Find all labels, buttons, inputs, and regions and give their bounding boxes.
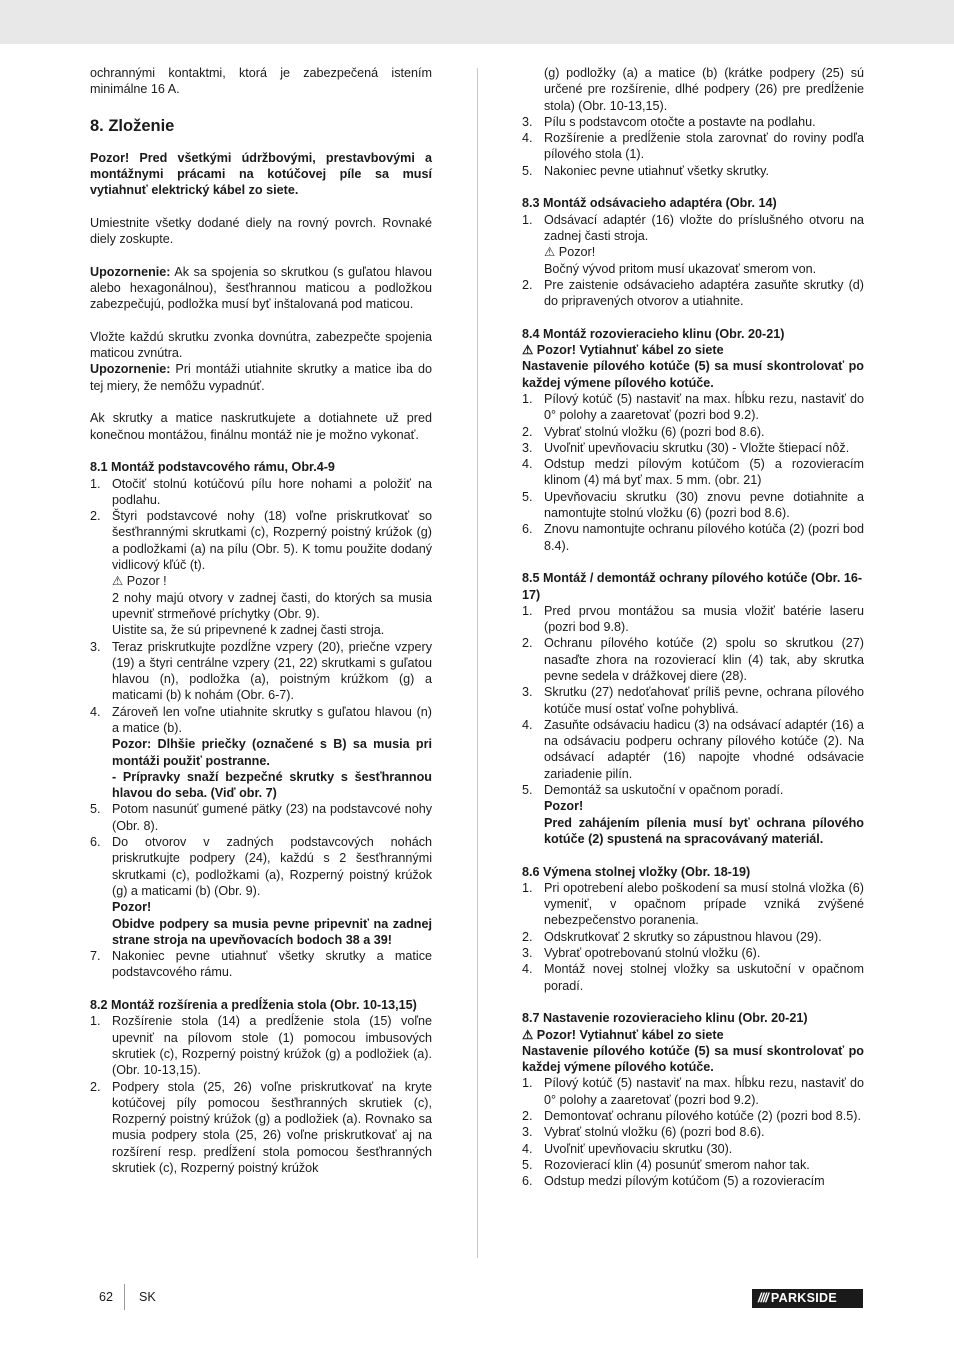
list-item-number: 6. — [522, 1174, 533, 1189]
right-column — [522, 65, 864, 1189]
list-item-text — [544, 782, 864, 847]
list-item-text — [544, 1108, 864, 1124]
list-item-text — [112, 948, 432, 981]
paragraph-1: Umiestnite všetky dodané diely na rovný povrch. Rovnaké diely zoskupte. — [90, 215, 432, 247]
list-item — [522, 1075, 864, 1108]
language-code: SK — [139, 1290, 156, 1304]
list-item-text — [544, 114, 864, 130]
list-item — [90, 801, 432, 834]
list-item-text — [544, 961, 864, 994]
list-8-7 — [522, 1075, 864, 1189]
list-item-line: Skrutku (27) nedoťahovať príliš pevne, ochrana pílového kotúče musí ostať voľne pohyblivá. — [544, 685, 864, 716]
list-item — [522, 163, 864, 179]
list-item-number: 1. — [90, 476, 101, 491]
list-item — [90, 476, 432, 509]
list-item-text — [544, 130, 864, 163]
list-item — [522, 1108, 864, 1124]
list-item-number: 2. — [522, 929, 533, 944]
list-item-text — [544, 489, 864, 522]
note-2 — [90, 361, 432, 394]
list-item-number: 2. — [522, 277, 533, 292]
list-item-number: 1. — [90, 1014, 101, 1029]
list-item-number: 5. — [522, 783, 533, 798]
list-item — [522, 456, 864, 489]
list-item-text — [544, 929, 864, 945]
list-item-text — [112, 834, 432, 948]
list-item — [522, 929, 864, 945]
list-item-text — [544, 212, 864, 277]
list-item-text — [112, 801, 432, 834]
list-item-text — [544, 1173, 864, 1189]
subsection-title-8-7: 8.7 Nastavenie rozovieracieho klinu (Obr. 20-21) — [522, 1011, 808, 1026]
list-item-line: Rozovierací klin (4) posunúť smerom nahor tak. — [544, 1157, 810, 1172]
list-item-line: Bočný vývod pritom musí ukazovať smerom von. — [544, 261, 817, 276]
parkside-logo — [752, 1289, 863, 1308]
list-item-line: Obidve podpery sa musia pevne pripevniť na zadnej strane stroja na upevňovacích bodoch 38 a 39! — [112, 916, 432, 947]
list-item-line: Rozšírenie stola (14) a predĺženie stola (15) voľne upevniť na pílovom stole (1) pomocou imbusových skrutiek (c), Rozperný poistný krúžok (g) a podložiek (a). (Obr. 10-13,15). — [112, 1014, 432, 1078]
list-item-line: Vybrať stolnú vložku (6) (pozri bod 8.6). — [544, 424, 765, 439]
list-item-number: 4. — [90, 704, 101, 719]
list-item-line: Do otvorov v zadných podstavcových nohách priskrutkujte podpery (24), každú s 2 šesťhrannými skrutkami (c), podložkami (a), Rozperný poistný krúžok (g) a maticami (b) (Obr. 9). — [112, 835, 432, 898]
list-item-number: 3. — [522, 946, 533, 961]
list-item-line: - Prípravky snaží bezpečné skrutky s šesťhrannou hlavou do seba. (Viď obr. 7) — [112, 769, 432, 801]
note-1-label: Upozornenie: — [90, 264, 171, 279]
list-item — [522, 130, 864, 163]
paragraph-2: Vložte každú skrutku zvonka dovnútra, zabezpečte spojenia maticou zvnútra. — [90, 329, 432, 361]
list-item-line: Upevňovaciu skrutku (30) znovu pevne dotiahnite a namontujte stolnú vložku (6) (pozri bod 8.6). — [544, 489, 864, 521]
list-item-number: 1. — [522, 212, 533, 227]
list-item — [522, 489, 864, 522]
list-item — [90, 1079, 432, 1177]
list-item-number: 6. — [90, 835, 101, 850]
list-item-line: Odskrutkovať 2 skrutky so zápustnou hlavou (29). — [544, 929, 822, 944]
list-item-line: Podpery stola (25, 26) voľne priskrutkovať na kryte kotúčovej píly pomocou šesťhranných skrutiek (c), Rozperný poistný krúžok (g) a podložiek (a). Rovnako sa musia podpery stola (25, 26) voľne priskrutkovať aj na rozšírení resp. predĺžení stola pomocou šesťhranných skrutiek (c), Rozperný poistný krúžok — [112, 1079, 432, 1175]
list-item-text — [112, 704, 432, 802]
list-item-line: Pílový kotúč (5) nastaviť na max. hĺbku rezu, nastaviť do 0° polohy a zaaretovať (pozri bod 9.2). — [544, 391, 864, 423]
subsection-title-8-6: 8.6 Výmena stolnej vložky (Obr. 18-19) — [522, 864, 751, 879]
list-item-line: Pílu s podstavcom otočte a postavte na podlahu. — [544, 114, 816, 129]
list-item-number: 5. — [522, 163, 533, 178]
list-item-number: 2. — [90, 509, 101, 524]
list-item-text — [544, 1157, 864, 1173]
list-item-text — [112, 1013, 432, 1078]
list-item-line: Uvoľniť upevňovaciu skrutku (30) - Vložte štiepací nôž. — [544, 440, 850, 455]
list-8-1 — [90, 476, 432, 981]
list-item — [522, 782, 864, 847]
subsection-title-8-3: 8.3 Montáž odsávacieho adaptéra (Obr. 14) — [522, 196, 777, 211]
list-item-number: 3. — [90, 639, 101, 654]
list-item-line: Demontáž sa uskutoční v opačnom poradí. — [544, 783, 784, 798]
paragraph-3: Ak skrutky a matice naskrutkujete a dotiahnete už pred konečnou montážou, finálnu montáž nie je možno vykonať. — [90, 411, 432, 442]
list-item-number: 1. — [522, 880, 533, 895]
list-item-text — [544, 391, 864, 424]
list-8-4 — [522, 391, 864, 554]
list-8-3 — [522, 212, 864, 310]
list-item — [522, 440, 864, 456]
list-item-text — [544, 880, 864, 929]
list-item-number: 3. — [522, 1125, 533, 1140]
list-item-number: 4. — [522, 131, 533, 146]
list-item — [522, 684, 864, 717]
list-item-line: Teraz priskrutkujte pozdĺžne vzpery (20), priečne vzpery (19) a štyri centrálne vzpery (21, 22) skrutkami s guľatou hlavou (n), podložka (a), poistným krúžkom (g) a maticami (b) k nohám (Obr. 6-7). — [112, 639, 432, 703]
list-item-line: Zasuňte odsávaciu hadicu (3) na odsávací adaptér (16) a na odsávaciu podperu ochrany pílového kotúče (2). Na odsávací adaptér (16) napojte vhodné odsávacie zariadenie pilín. — [544, 717, 864, 781]
list-item-number: 7. — [90, 949, 101, 964]
note-1 — [90, 264, 432, 313]
list-item-line: Nakoniec pevne utiahnuť všetky skrutky a matice podstavcového rámu. — [112, 949, 432, 980]
safety-warning: Pozor! Pred všetkými údržbovými, prestavbovými a montážnymi prácami na kotúčovej píle sa musí vytiahnuť elektrický kábel zo siete. — [90, 150, 432, 198]
list-item-line: Pre zaistenie odsávacieho adaptéra zasuňte skrutky (d) do pripravených otvorov a utiahnite. — [544, 277, 864, 309]
list-item-number: 2. — [522, 424, 533, 439]
list-item-line: Uvoľniť upevňovaciu skrutku (30). — [544, 1141, 733, 1156]
list-item — [522, 603, 864, 636]
list-item-line: Pred zahájením pílenia musí byť ochrana pílového kotúče (2) spustená na spracovávaný materiál. — [544, 815, 864, 846]
list-item-line: Znovu namontujte ochranu pílového kotúča (2) (pozri bod 8.4). — [544, 522, 864, 553]
list-item-text — [544, 1075, 864, 1108]
section-heading: 8. Zloženie — [90, 116, 175, 135]
list-item-number: 2. — [90, 1079, 101, 1094]
column-divider — [477, 68, 478, 1258]
list-item-text — [544, 945, 864, 961]
list-item — [522, 424, 864, 440]
list-item-line: Pozor! — [112, 900, 152, 915]
list-item-number: 1. — [522, 391, 533, 406]
list-item-text — [544, 424, 864, 440]
list-item-text — [544, 684, 864, 717]
list-8-5 — [522, 603, 864, 847]
list-item-text — [112, 508, 432, 638]
bold-note-8-7: Nastavenie pílového kotúče (5) sa musí skontrolovať po každej výmene pílového kotúče. — [522, 1043, 864, 1075]
list-8-2-continued — [522, 65, 864, 179]
list-item-number: 2. — [522, 636, 533, 651]
list-item-number: 4. — [522, 1141, 533, 1156]
warning-8-7: ⚠ Pozor! Vytiahnuť kábel zo siete — [522, 1027, 724, 1042]
list-item-line: Uistite sa, že sú pripevnené k zadnej časti stroja. — [112, 623, 385, 638]
list-item — [522, 1157, 864, 1173]
logo-text: PARKSIDE — [770, 1291, 837, 1305]
intro-text: ochrannými kontaktmi, ktorá je zabezpečená istením minimálne 16 A. — [90, 66, 432, 97]
footer-separator — [124, 1284, 125, 1310]
list-item-number: 6. — [522, 522, 533, 537]
list-item — [90, 834, 432, 948]
page-number: 62 — [99, 1290, 114, 1304]
list-item-number: 5. — [522, 1157, 533, 1172]
list-item-line: (g) podložky (a) a matice (b) (krátke podpery (25) sú určené pre rozšírenie, dlhé podpery (26) pre predĺženie stola) (Obr. 10-13,15). — [544, 66, 864, 113]
list-item — [522, 521, 864, 554]
list-item-number: 5. — [522, 489, 533, 504]
left-column — [90, 65, 432, 1176]
list-item-line: Vybrať opotrebovanú stolnú vložku (6). — [544, 946, 761, 961]
list-item — [90, 508, 432, 638]
subsection-title-8-5: 8.5 Montáž / demontáž ochrany pílového kotúče (Obr. 16-17) — [522, 571, 863, 602]
list-item-line: Nakoniec pevne utiahnuť všetky skrutky. — [544, 163, 769, 178]
list-item-number: 3. — [522, 114, 533, 129]
list-item-text — [544, 717, 864, 782]
list-item-line: Odsávací adaptér (16) vložte do príslušného otvoru na zadnej časti stroja. — [544, 212, 864, 243]
list-item-number: 2. — [522, 1109, 533, 1123]
list-item — [522, 277, 864, 310]
list-item — [522, 880, 864, 929]
list-item-line: 2 nohy majú otvory v zadnej časti, do ktorých sa musia upevniť strmeňové príchytky (Obr. 9). — [112, 590, 432, 621]
list-item-line: Demontovať ochranu pílového kotúče (2) (pozri bod 8.5). — [544, 1109, 861, 1123]
list-item — [522, 114, 864, 130]
list-item — [90, 639, 432, 704]
list-item-line: Štyri podstavcové nohy (18) voľne priskrutkovať so šesťhrannými skrutkami (c), Rozperný poistný krúžok (g) a podložkami (a) na pílu (Obr. 5). K tomu použite dodaný vidlicový kľúč (t). — [112, 509, 432, 573]
list-item-line: Pozor: Dlhšie priečky (označené s B) sa musia pri montáži použiť postranne. — [112, 737, 432, 768]
list-item-line: Odstup medzi pílovým kotúčom (5) a rozovieracím — [544, 1174, 825, 1189]
list-item-line: Pílový kotúč (5) nastaviť na max. hĺbku rezu, nastaviť do 0° polohy a zaaretovať (pozri bod 9.2). — [544, 1076, 864, 1107]
list-item-text — [544, 521, 864, 554]
list-item-text — [544, 163, 864, 179]
note-2-text: Pri montáži utiahnite skrutky a matice iba do tej miery, že nemôžu vypadnúť. — [90, 362, 432, 393]
list-item — [522, 961, 864, 994]
list-item-line: Pri opotrebení alebo poškodení sa musí stolná vložka (6) vymeniť, v opačnom prípade vzniká zvýšené nebezpečenstvo poranenia. — [544, 880, 864, 928]
subsection-title-8-4: 8.4 Montáž rozovieracieho klinu (Obr. 20-21) — [522, 326, 785, 341]
list-item-number: 1. — [522, 1076, 533, 1091]
list-8-2 — [90, 1013, 432, 1176]
list-item-line: Pozor! — [544, 799, 584, 814]
list-item-text — [112, 476, 432, 509]
list-item-text — [544, 456, 864, 489]
list-item — [522, 1173, 864, 1189]
list-item — [522, 945, 864, 961]
list-item-text — [544, 440, 864, 456]
list-item-text — [544, 603, 864, 636]
list-item-number: 4. — [522, 962, 533, 977]
top-gray-band — [0, 0, 954, 44]
list-item-text — [544, 65, 864, 114]
list-item-line: Otočiť stolnú kotúčovú pílu hore nohami a položiť na podlahu. — [112, 476, 432, 507]
list-item-number: 4. — [522, 717, 533, 732]
list-item-number: 3. — [522, 685, 533, 700]
list-item — [522, 717, 864, 782]
list-item-line: Vybrať stolnú vložku (6) (pozri bod 8.6). — [544, 1125, 765, 1140]
warning-8-4: ⚠ Pozor! Vytiahnuť kábel zo siete — [522, 343, 724, 358]
list-item — [522, 65, 864, 114]
list-item — [522, 212, 864, 277]
note-2-label: Upozornenie: — [90, 362, 171, 377]
logo-stripes: //// — [758, 1291, 768, 1305]
list-item — [90, 704, 432, 802]
list-item — [90, 948, 432, 981]
list-item-text — [112, 1079, 432, 1177]
list-item-number: 1. — [522, 603, 533, 618]
subsection-title-8-1: 8.1 Montáž podstavcového rámu, Obr.4-9 — [90, 460, 335, 475]
list-item-number: 5. — [90, 802, 101, 817]
list-item-line: Odstup medzi pílovým kotúčom (5) a rozovieracím klinom (4) má byť max. 5 mm. (obr. 21) — [544, 457, 864, 488]
subsection-title-8-2: 8.2 Montáž rozšírenia a predĺženia stola (Obr. 10-13,15) — [90, 998, 417, 1013]
bold-note-8-4: Nastavenie pílového kotúče (5) sa musí skontrolovať po každej výmene pílového kotúče. — [522, 359, 864, 390]
list-item-text — [544, 635, 864, 684]
list-item — [522, 391, 864, 424]
list-item — [90, 1013, 432, 1078]
list-item-line: Montáž novej stolnej vložky sa uskutoční v opačnom poradí. — [544, 962, 864, 993]
list-item — [522, 1141, 864, 1157]
list-item-text — [544, 1141, 864, 1157]
list-item-line: Pred prvou montážou sa musia vložiť batérie laseru (pozri bod 9.8). — [544, 603, 864, 635]
list-item-line: Rozšírenie a predĺženie stola zarovnať do roviny podľa pílového stola (1). — [544, 131, 864, 162]
list-item-line: Potom nasunúť gumené pätky (23) na podstavcové nohy (Obr. 8). — [112, 802, 432, 833]
list-item-number — [522, 65, 544, 114]
list-item-number: 3. — [522, 440, 533, 455]
list-item-text — [544, 277, 864, 310]
list-item-line: ⚠ Pozor! — [544, 245, 596, 260]
list-item — [522, 635, 864, 684]
list-item — [522, 1124, 864, 1140]
list-item-number: 4. — [522, 457, 533, 472]
list-item-line: ⚠ Pozor ! — [112, 574, 167, 589]
list-item-text — [544, 1124, 864, 1140]
list-8-6 — [522, 880, 864, 994]
note-1-text: Ak sa spojenia so skrutkou (s guľatou hlavou alebo hexagonálnou), šesťhrannou maticou a podložkou zabezpečujú, podložka musí byť inštalovaná pod maticou. — [90, 264, 432, 312]
list-item-line: Ochranu pílového kotúče (2) spolu so skrutkou (27) nasaďte zhora na rozovierací klin (4) tak, aby skrutka pevne sedela v drážkovej diere (28). — [544, 636, 864, 683]
list-item-line: Zároveň len voľne utiahnite skrutky s guľatou hlavou (n) a matice (b). — [112, 704, 432, 735]
list-item-text — [112, 639, 432, 704]
